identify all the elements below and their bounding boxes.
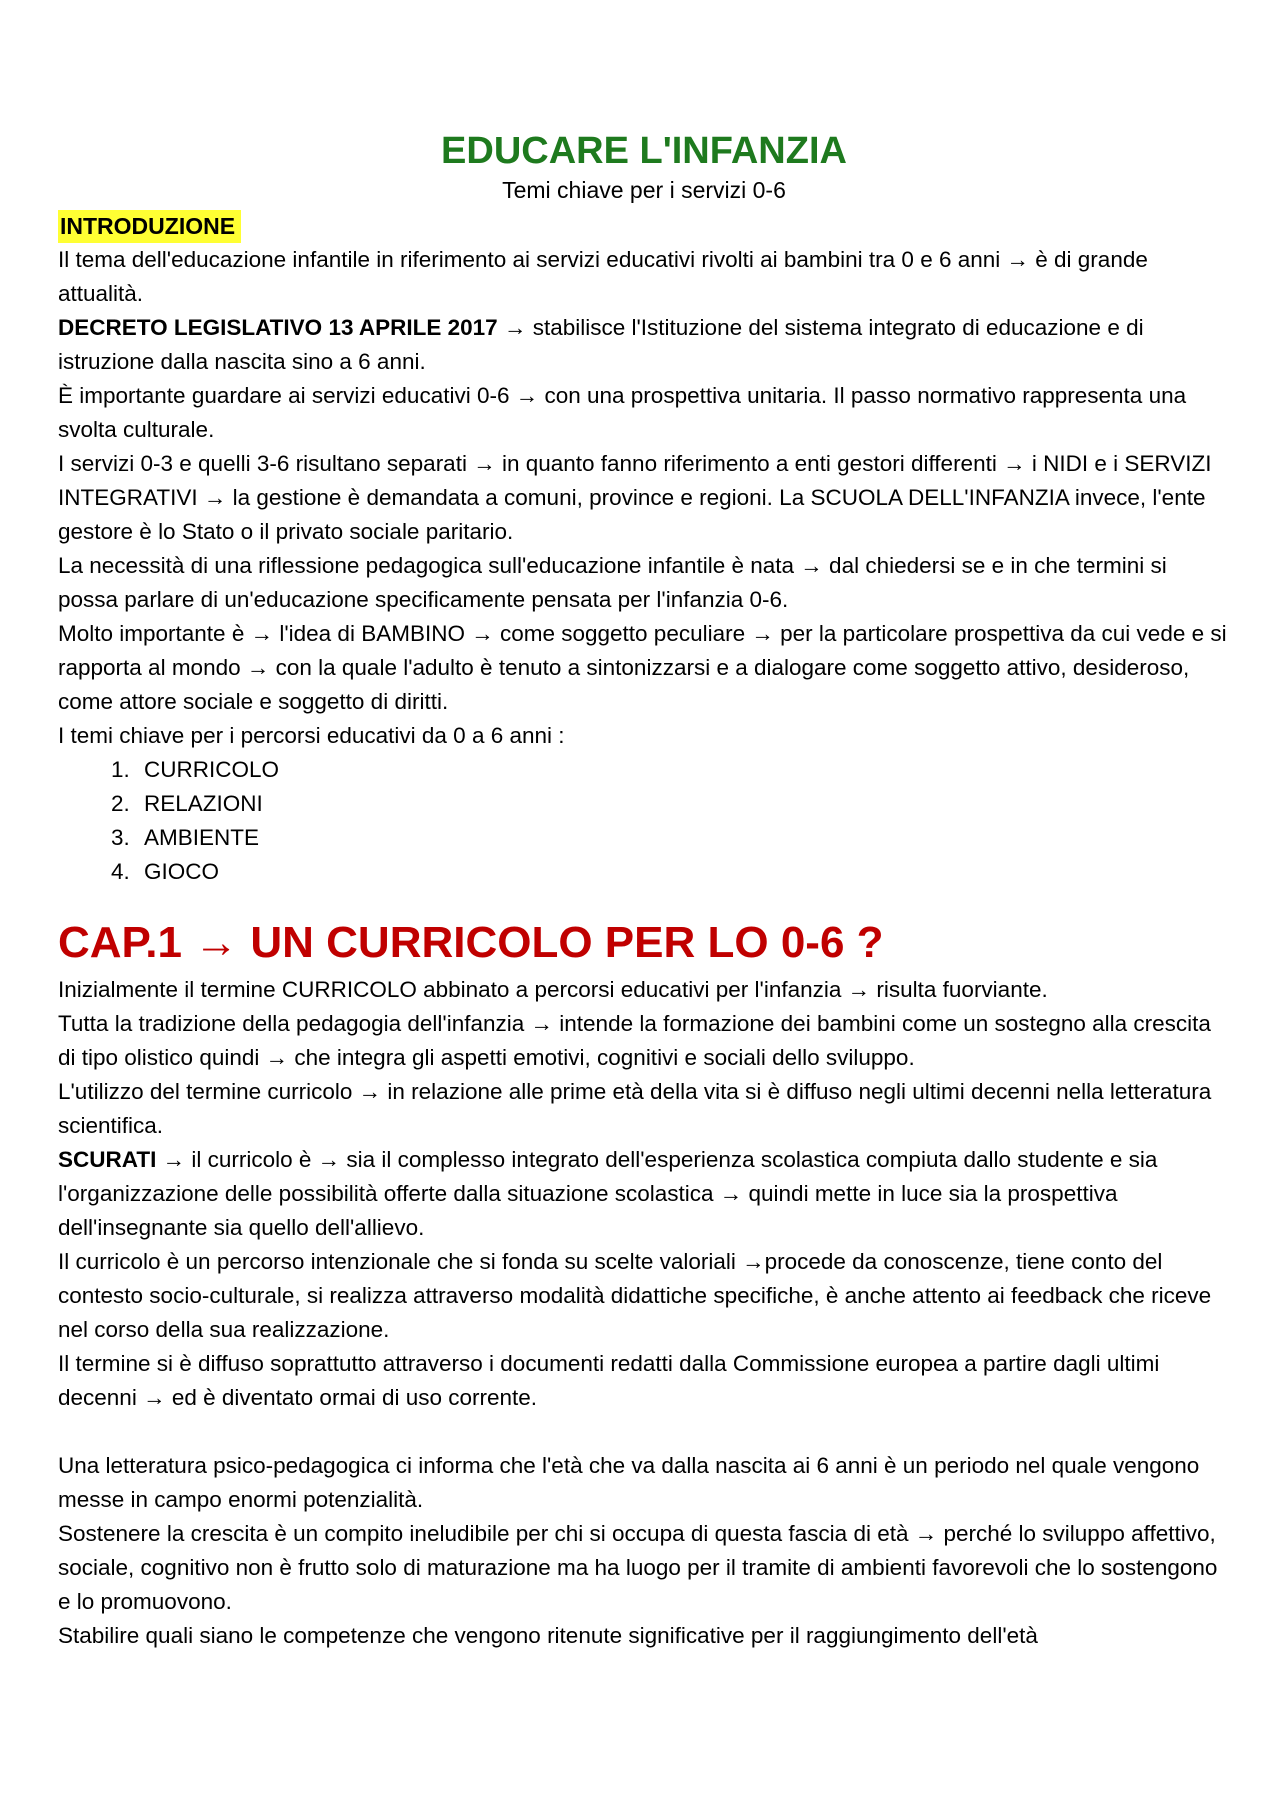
- list-item: 3. AMBIENTE: [136, 821, 1230, 855]
- paragraph: Il termine si è diffuso soprattutto attraverso i documenti redatti dalla Commissione europea a partire dagli ultimi decenni → ed è diventato ormai di uso corrente.: [58, 1351, 1160, 1410]
- paragraph: I servizi 0-3 e quelli 3-6 risultano separati → in quanto fanno riferimento a enti gestori differenti → i NIDI e i SERVIZI INTEGRATIVI → la gestione è demandata a comuni, province e regioni. La SCUOLA DELL'INFANZIA invece, l'ente gestore è lo Stato o il privato sociale paritario.: [58, 451, 1212, 544]
- paragraph-gap: [58, 1415, 1230, 1449]
- paragraph: DECRETO LEGISLATIVO 13 APRILE 2017 → stabilisce l'Istituzione del sistema integrato di educazione e di istruzione dalla nascita sino a 6 anni.: [58, 315, 1144, 374]
- section-label-introduzione: INTRODUZIONE: [58, 210, 241, 243]
- paragraph: La necessità di una riflessione pedagogica sull'educazione infantile è nata → dal chiedersi se e in che termini si possa parlare di un'educazione specificamente pensata per l'infanzia 0-6.: [58, 553, 1167, 612]
- paragraph: L'utilizzo del termine curricolo → in relazione alle prime età della vita si è diffuso negli ultimi decenni nella letteratura scientifica.: [58, 1079, 1212, 1138]
- paragraph: Il tema dell'educazione infantile in riferimento ai servizi educativi rivolti ai bambini tra 0 e 6 anni → è di grande attualità.: [58, 247, 1148, 306]
- themes-list: [58, 753, 1230, 889]
- introduction-section: [58, 210, 1230, 889]
- document-page: [58, 128, 1230, 1653]
- chapter-1-section: [58, 915, 1230, 1653]
- list-item: 2. RELAZIONI: [136, 787, 1230, 821]
- paragraph: Inizialmente il termine CURRICOLO abbinato a percorsi educativi per l'infanzia → risulta fuorviante.: [58, 977, 1048, 1002]
- paragraph: Molto importante è → l'idea di BAMBINO → come soggetto peculiare → per la particolare prospettiva da cui vede e si rapporta al mondo → con la quale l'adulto è tenuto a sintonizzarsi e a dialogare come soggetto attivo, desideroso, come attore sociale e soggetto di diritti.: [58, 621, 1227, 714]
- bold-term: SCURATI: [58, 1147, 157, 1172]
- document-title: EDUCARE L'INFANZIA: [441, 130, 847, 172]
- list-item: 4. GIOCO: [136, 855, 1230, 889]
- list-item: 1. CURRICOLO: [136, 753, 1230, 787]
- paragraph: I temi chiave per i percorsi educativi da 0 a 6 anni :: [58, 723, 565, 748]
- paragraph: Sostenere la crescita è un compito ineludibile per chi si occupa di questa fascia di età → perché lo sviluppo affettivo, sociale, cognitivo non è frutto solo di maturazione ma ha luogo per il tramite di ambienti favorevoli che lo sostengono e lo promuovono.: [58, 1521, 1218, 1614]
- paragraph: Una letteratura psico-pedagogica ci informa che l'età che va dalla nascita ai 6 anni è un periodo nel quale vengono messe in campo enormi potenzialità.: [58, 1453, 1200, 1512]
- paragraph: SCURATI → il curricolo è → sia il complesso integrato dell'esperienza scolastica compiuta dallo studente e sia l'organizzazione delle possibilità offerte dalla situazione scolastica → quindi mette in luce sia la prospettiva dell'insegnante sia quello dell'allievo.: [58, 1147, 1158, 1240]
- bold-term: DECRETO LEGISLATIVO 13 APRILE 2017: [58, 315, 498, 340]
- paragraph: Il curricolo è un percorso intenzionale che si fonda su scelte valoriali →procede da conoscenze, tiene conto del contesto socio-culturale, si realizza attraverso modalità didattiche specifiche, è anche attento ai feedback che riceve nel corso della sua realizzazione.: [58, 1249, 1212, 1342]
- paragraph: Stabilire quali siano le competenze che vengono ritenute significative per il raggiungimento dell'età: [58, 1623, 1038, 1648]
- document-subtitle: Temi chiave per i servizi 0-6: [502, 177, 786, 203]
- chapter-heading: CAP.1 → UN CURRICOLO PER LO 0-6 ?: [58, 918, 884, 967]
- paragraph: È importante guardare ai servizi educativi 0-6 → con una prospettiva unitaria. Il passo normativo rappresenta una svolta culturale.: [58, 383, 1187, 442]
- paragraph: Tutta la tradizione della pedagogia dell'infanzia → intende la formazione dei bambini come un sostegno alla crescita di tipo olistico quindi → che integra gli aspetti emotivi, cognitivi e sociali dello sviluppo.: [58, 1011, 1211, 1070]
